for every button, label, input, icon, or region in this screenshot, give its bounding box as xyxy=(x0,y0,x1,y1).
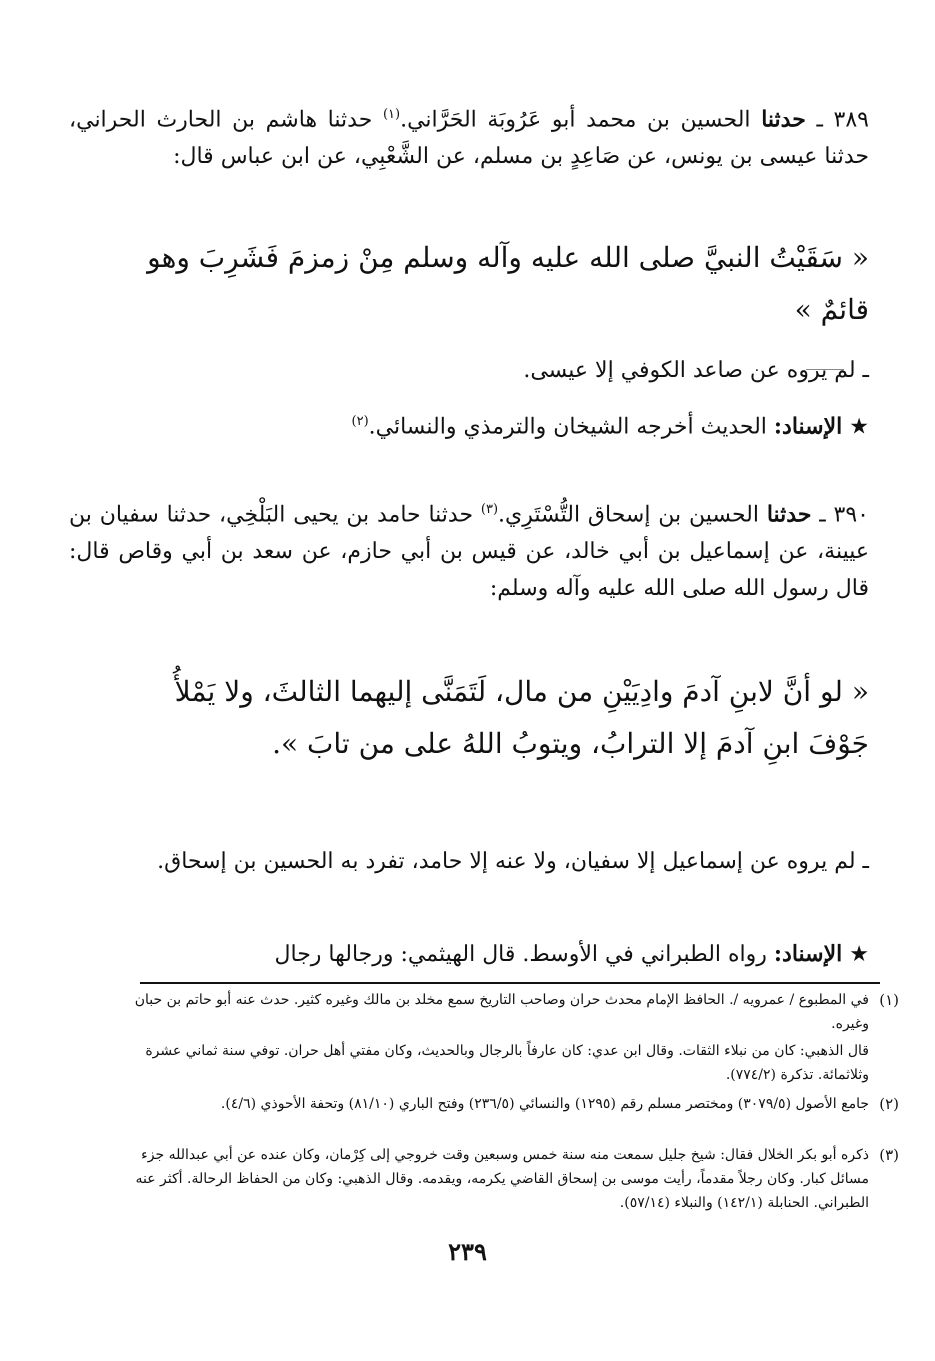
hadith-389-matn: « سَقَيْتُ النبيَّ صلى الله عليه وآله وسلم مِنْ زمزمَ فَشَرِبَ وهو قائمٌ » xyxy=(147,241,869,326)
hadith-390-note: ـ لم يروه عن إسماعيل إلا سفيان، ولا عنه إلا حامد، تفرد به الحسين بن إسحاق. xyxy=(157,849,869,874)
hadith-389-chain: ٣٨٩ ـ حدثنا الحسين بن محمد أبو عَرُوبَة الحَرَّاني.$^{(١)}$ حدثنا هاشم بن الحارث الحراني، حدثنا عيسى بن يونس، عن صَاعِدٍ بن مسلم، عن الشَّعْبِي، عن ابن عباس قال: xyxy=(69,106,869,170)
page-number: ٢٣٩ xyxy=(448,1237,487,1266)
hadith-text: الحسين بن إسحاق التُّسْتَرِي. xyxy=(498,502,759,528)
footnote-rule xyxy=(140,982,880,984)
hadith-390-matn: « لو أنَّ لابنِ آدمَ وادِيَيْنِ من مال، لَتَمَنَّى إليهما الثالثَ، ولا يَمْلأُ جَوْفَ ابنِ آدمَ إلا الترابُ، ويتوبُ اللهُ على من تابَ ». xyxy=(174,675,869,760)
footnote-number: (٣) xyxy=(879,1146,899,1164)
hadith-390-isnad: ★ الإسناد: رواه الطبراني في الأوسط. قال الهيثمي: ورجالها رجال xyxy=(274,941,869,967)
footnote-1-line-1: في المطبوع / عمرويه /. الحافظ الإمام محدث حران وصاحب التاريخ سمع مخلد بن مالك وغيره كثير. حدث عنه أبو حاتم بن حبان وغيره. xyxy=(134,992,869,1032)
hadith-lead: حدثنا xyxy=(766,501,812,528)
hadith-lead: حدثنا xyxy=(761,106,806,133)
footnote-1-line-2: قال الذهبي: كان من نبلاء الثقات. وقال ابن عدي: كان عارفاً بالرجال وبالحديث، وكان مفتي أهل حران. توفي سنة ثماني عشرة وثلاثمائة. تذكرة (٧٧٤/٢). xyxy=(145,1043,869,1083)
hadith-number: ٣٨٩ xyxy=(833,107,869,133)
footnote-ref: (٢) xyxy=(351,414,369,429)
hadith-number: ٣٩٠ xyxy=(833,502,869,528)
hadith-389-note: ـ لم يروه عن صاعد الكوفي إلا عيسى. xyxy=(523,358,869,383)
note-text: لم يروه عن إسماعيل إلا سفيان، ولا عنه إلا حامد، تفرد به الحسين بن إسحاق. xyxy=(157,849,856,874)
hadith-text: حدثنا حامد بن يحيى البَلْخِي، حدثنا سفيان بن عيينة، عن إسماعيل بن أبي خالد، عن قيس بن أبي حازم، عن سعد بن أبي وقاص قال: قال رسول الله صلى الله عليه وآله وسلم: xyxy=(69,502,869,602)
hadith-text: حدثنا هاشم بن الحارث الحراني، حدثنا عيسى بن يونس، عن صَاعِدٍ بن مسلم، عن الشَّعْبِي، عن ابن عباس قال: xyxy=(69,107,869,170)
isnad-label: الإسناد: xyxy=(773,941,843,967)
isnad-text: رواه الطبراني في الأوسط. قال الهيثمي: ورجالها رجال xyxy=(274,942,767,967)
footnote-ref: (٣) xyxy=(480,502,499,517)
footnote-ref: (١) xyxy=(382,107,401,122)
isnad-text: الحديث أخرجه الشيخان والترمذي والنسائي. xyxy=(368,414,767,440)
footnote-number: (٢) xyxy=(879,1095,899,1113)
hadith-390-chain: ٣٩٠ ـ حدثنا الحسين بن إسحاق التُّسْتَرِي.$^{(٣)}$ حدثنا حامد بن يحيى البَلْخِي، حدثنا سفيان بن عيينة، عن إسماعيل بن أبي خالد، عن قيس بن أبي حازم، عن سعد بن أبي وقاص قال: قال رسول الله صلى الله عليه وآله وسلم: xyxy=(69,501,869,602)
hadith-389-isnad: ★ الإسناد: الحديث أخرجه الشيخان والترمذي والنسائي.$^{(٢)}$ xyxy=(351,413,869,440)
isnad-label: الإسناد: xyxy=(773,413,843,440)
footnote-3-line-1: ذكره أبو بكر الخلال فقال: شيخ جليل سمعت منه سنة خمس وسبعين وقت خروجي إلى كِرْمان، وكان عنده عن أبي عبدالله جزء مسائل كبار. وكان رجلاً مقدماً، رأيت موسى بن إسحاق القاضي يكرمه، ويقدمه. وقال الذهبي: وكان من الحفاظ الرحالة. أكثر عنه الطبراني. الحنابلة (١٤٢/١) والنبلاء (٥٧/١٤). xyxy=(135,1147,869,1211)
note-text: لم يروه عن صاعد الكوفي إلا عيسى. xyxy=(523,358,856,383)
footnote-number: (١) xyxy=(879,991,899,1009)
hadith-text: الحسين بن محمد أبو عَرُوبَة الحَرَّاني. xyxy=(400,107,751,133)
footnote-2-line-1: جامع الأصول (٣٠٧٩/٥) ومختصر مسلم رقم (١٢٩٥) والنسائي (٢٣٦/٥) وفتح الباري (٨١/١٠) وتحفة الأحوذي (٤/٦). xyxy=(220,1096,869,1112)
